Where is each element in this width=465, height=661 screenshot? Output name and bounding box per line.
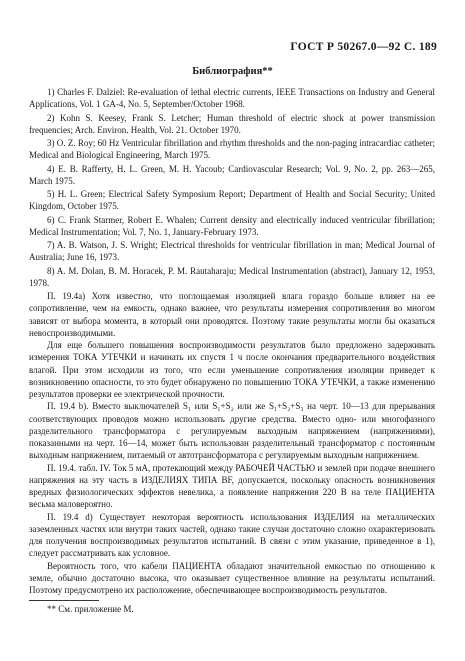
paragraph-19-4b: П. 19.4 b). Вместо выключателей S₁ или S₁+S₂ или же S₁+S₂+S₃ на черт. 10—13 для прерывания соответствующих проводов можно использовать другие средства. Вместо одно- или многофазного разделительного трансформатора с регулируемым выходным напряжением (напряжениями), показанными на черт. 16—14, может быть использован разделительный трансформатор с постоянным выходным напряжением, питаемый от автотрансформатора с регулируемым выходным напряжением. [29,401,435,461]
paragraph-19-4a: П. 19.4а) Хотя известно, что поглощаемая изоляцией влага гораздо больше влияет на ее сопротивление, чем на емкость, однако важнее, что результаты измерения сопротивления во многом зависят от выбора момента, в который они проводятся. Поэтому такие результаты могли бы оказаться невоспроизводимыми. [29,291,435,338]
paragraph-19-4d: П. 19.4 d) Существует некоторая вероятность использования ИЗДЕЛИЯ на металлических заземленных частях или внутри таких частей, однако такие случаи достаточно сложно охарактеризовать для получения воспроизводимых результатов испытаний. В связи с этим указание, приведенное в 1), следует рассматривать как условное. [29,511,435,559]
reference-4: 4) E. B. Rafferty, H. L. Green, M. H. Yacoub; Cardiovascular Research; Vol. 9, No. 2, pp. 263—265, March 1975. [29,163,435,186]
paragraph-leakage-delay: Для еще большего повышения воспроизводимости результатов было предложено задерживать измерения ТОКА УТЕЧКИ и начинать их спустя 1 ч после окончания предварительного воздействия влагой. При этом исходили из того, что если уменьшение сопротивления изоляции приведет к возникновению опасности, то это будет обнаружено по повышению ТОКА УТЕЧКИ, а также изменению результатов проверки ее электрической прочности. [29,340,435,399]
document-body [29,86,435,615]
paragraph-table-iv: П. 19.4. табл. IV. Ток 5 мА, протекающий между РАБОЧЕЙ ЧАСТЬЮ и землей при подаче внешнего напряжения на эту часть в ИЗДЕЛИЯХ ТИПА BF, допускается, поскольку опасность возникновения вредных физиологических эффектов невелика, а появление напряжения 220 В на теле ПАЦИЕНТА весьма маловероятно. [29,462,435,510]
reference-1: 1) Charles F. Dalziel: Re-evaluation of lethal electric currents, IEEE Transactions on Industry and General Applications, Vol. 1 GA-4, No. 5, September/October 1968. [29,87,435,110]
reference-3: 3) O. Z. Roy; 60 Hz Ventricular fibrillation and rhythm thresholds and the non-paging intracardiac catheter; Medical and Biological Engineering, March 1975. [29,138,435,161]
footnote-divider [29,600,99,601]
reference-7: 7) A. B. Watson, J. S. Wright; Electrical thresholds for ventricular fibrillation in man; Medical Journal of Australia; June 16, 1973. [29,240,435,263]
reference-5: 5) H. L. Green; Electrical Safety Symposium Report; Department of Health and Social Security; United Kingdom, October 1975. [29,189,435,212]
footnote: ** См. приложение М. [47,604,134,615]
bibliography-title: Библиография** [192,66,273,77]
reference-2: 2) Kohn S. Keesey, Frank S. Letcher; Human threshold of electric shock at power transmission frequencies; Arch. Environ. Health, Vol. 21. October 1970. [29,112,435,135]
paragraph-patient-cables: Вероятность того, что кабели ПАЦИЕНТА обладают значительной емкостью по отношению к земле, обычно достаточно высока, что оказывает существенное влияние на результаты испытаний. Поэтому предусмотрено их расположение, обеспечивающее воспроизводимость результатов. [29,560,435,595]
page-header: ГОСТ Р 50267.0—92 С. 189 [290,41,437,53]
reference-6: 6) C. Frank Starmer, Robert E. Whalen; Current density and electrically induced ventricular fibrillation; Medical Instrumentation; Vol. 7, No. 1, January-February 1973. [29,214,435,237]
reference-8: 8) A. M. Dolan, B. M. Horacek, P. M. Rautaharaju; Medical Instrumentation (abstract), January 12, 1953, 1978. [29,265,435,288]
